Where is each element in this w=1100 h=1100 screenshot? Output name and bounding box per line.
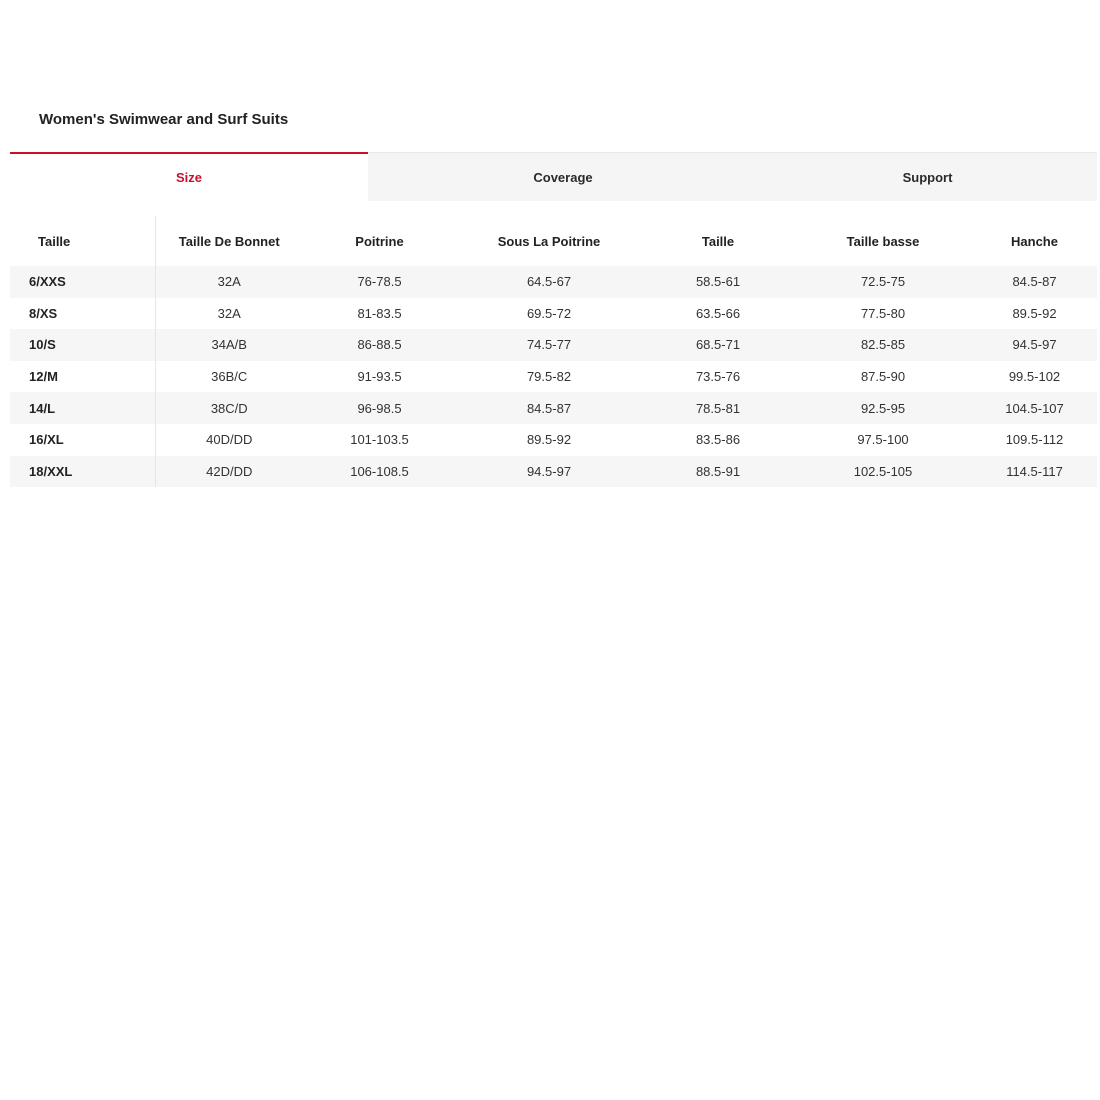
size-chart-table [10, 216, 1098, 487]
table-cell: 64.5-67 [456, 266, 642, 298]
table-row [10, 424, 1097, 456]
table-cell: 72.5-75 [794, 266, 972, 298]
table-cell: 97.5-100 [794, 424, 972, 456]
table-cell: 109.5-112 [972, 424, 1097, 456]
table-cell: 34A/B [155, 329, 303, 361]
tab-coverage[interactable]: Coverage [368, 153, 758, 201]
table-cell: 77.5-80 [794, 298, 972, 330]
table-cell: 36B/C [155, 361, 303, 393]
table-cell: 94.5-97 [456, 456, 642, 488]
size-label-cell: 8/XS [10, 298, 155, 330]
table-cell: 42D/DD [155, 456, 303, 488]
table-cell: 84.5-87 [456, 392, 642, 424]
table-cell: 87.5-90 [794, 361, 972, 393]
table-cell: 84.5-87 [972, 266, 1097, 298]
table-cell: 73.5-76 [642, 361, 794, 393]
table-cell: 78.5-81 [642, 392, 794, 424]
column-header: Sous La Poitrine [497, 233, 601, 249]
table-cell: 92.5-95 [794, 392, 972, 424]
page-title: Women's Swimwear and Surf Suits [39, 111, 289, 128]
column-header: Taille basse [846, 233, 920, 249]
tab-support[interactable]: Support [758, 153, 1097, 201]
table-cell: 104.5-107 [972, 392, 1097, 424]
table-cell: 32A [155, 298, 303, 330]
table-cell: 102.5-105 [794, 456, 972, 488]
table-cell: 79.5-82 [456, 361, 642, 393]
table-cell: 58.5-61 [642, 266, 794, 298]
size-label-cell: 14/L [10, 392, 155, 424]
table-cell: 68.5-71 [642, 329, 794, 361]
column-header: Taille [701, 233, 735, 249]
size-label-cell: 12/M [10, 361, 155, 393]
table-header-row [10, 216, 1097, 266]
table-row [10, 329, 1097, 361]
table-row [10, 361, 1097, 393]
table-cell: 99.5-102 [972, 361, 1097, 393]
table-cell: 38C/D [155, 392, 303, 424]
size-label-cell: 16/XL [10, 424, 155, 456]
table-cell: 89.5-92 [972, 298, 1097, 330]
column-header: Poitrine [355, 233, 404, 249]
tab-size[interactable]: Size [10, 152, 368, 201]
table-cell: 96-98.5 [303, 392, 456, 424]
table-cell: 82.5-85 [794, 329, 972, 361]
table-row [10, 392, 1097, 424]
table-cell: 114.5-117 [972, 456, 1097, 488]
column-header: Taille De Bonnet [178, 233, 280, 249]
size-label-cell: 18/XXL [10, 456, 155, 488]
column-header: Taille [10, 216, 155, 266]
table-cell: 101-103.5 [303, 424, 456, 456]
table-row [10, 456, 1097, 488]
table-cell: 76-78.5 [303, 266, 456, 298]
size-label-cell: 10/S [10, 329, 155, 361]
table-cell: 81-83.5 [303, 298, 456, 330]
table-row [10, 298, 1097, 330]
table-row [10, 266, 1097, 298]
column-header: Hanche [1011, 233, 1058, 249]
table-cell: 74.5-77 [456, 329, 642, 361]
table-cell: 94.5-97 [972, 329, 1097, 361]
table-cell: 89.5-92 [456, 424, 642, 456]
table-cell: 86-88.5 [303, 329, 456, 361]
table-cell: 32A [155, 266, 303, 298]
table-cell: 91-93.5 [303, 361, 456, 393]
table-cell: 83.5-86 [642, 424, 794, 456]
table-cell: 63.5-66 [642, 298, 794, 330]
table-cell: 106-108.5 [303, 456, 456, 488]
size-label-cell: 6/XXS [10, 266, 155, 298]
table-cell: 69.5-72 [456, 298, 642, 330]
tab-bar [10, 152, 1097, 201]
table-cell: 88.5-91 [642, 456, 794, 488]
table-cell: 40D/DD [155, 424, 303, 456]
